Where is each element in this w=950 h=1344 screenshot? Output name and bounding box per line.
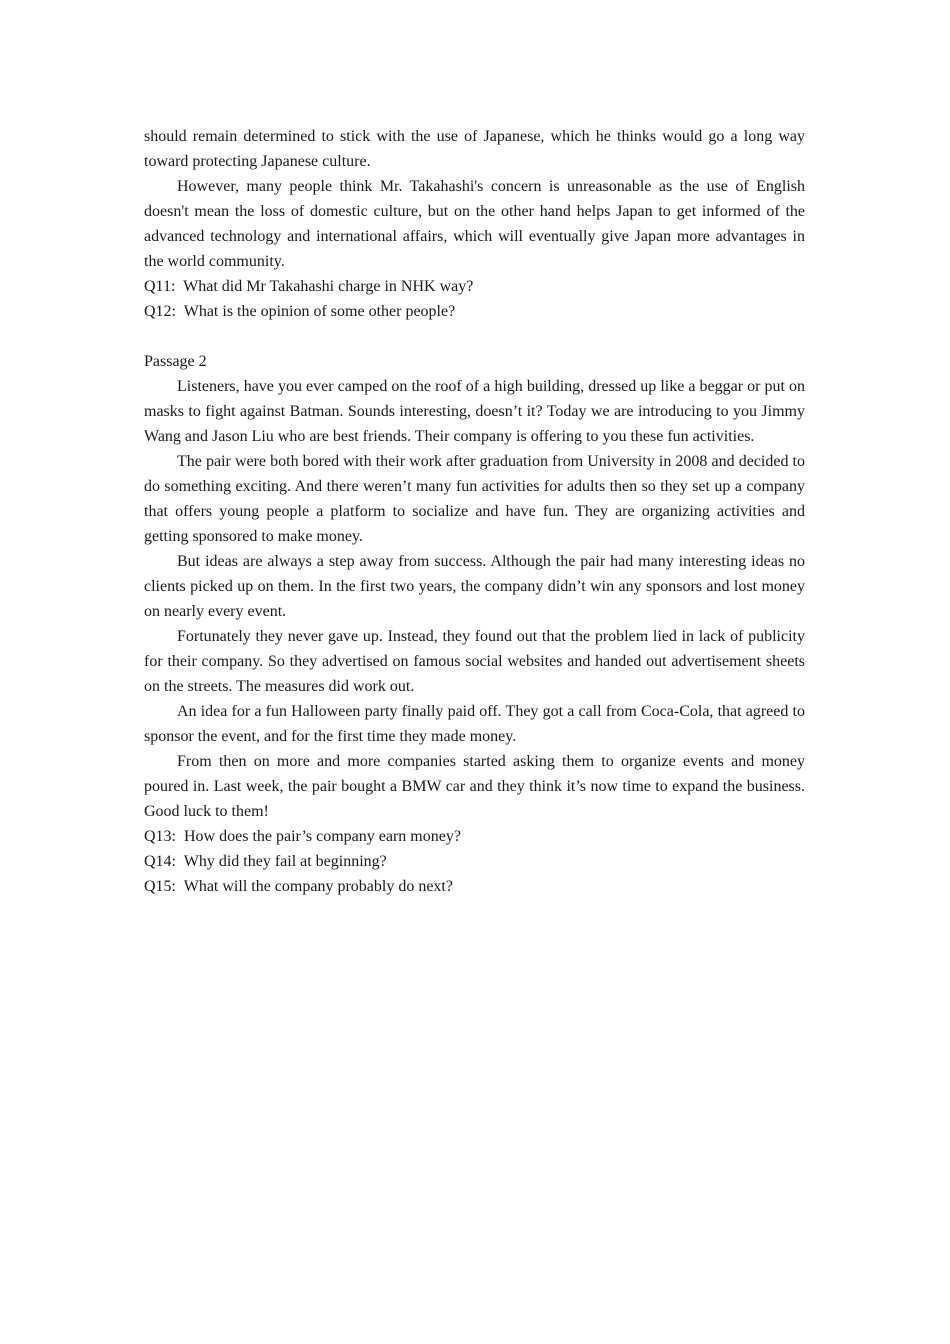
question-q14 <box>144 849 805 874</box>
blank-line <box>144 324 805 349</box>
question-number: Q11: <box>144 278 176 295</box>
question-text: What is the opinion of some other people? <box>183 303 456 320</box>
passage2-paragraph: Listeners, have you ever camped on the roof of a high building, dressed up like a beggar or put on masks to fight against Batman. Sounds interesting, doesn’t it? Today we are introducing to you Jimmy Wang and Jason Liu who are best friends. Their company is offering to you these fun activities. <box>144 378 805 445</box>
question-text: How does the pair’s company earn money? <box>184 828 461 845</box>
passage2-paragraph: From then on more and more companies started asking them to organize events and money poured in. Last week, the pair bought a BMW car and they think it’s now time to expand the business. Good luck to them! <box>144 753 805 820</box>
question-text: What will the company probably do next? <box>183 878 453 895</box>
question-q15 <box>144 874 805 899</box>
question-q12 <box>144 299 805 324</box>
question-number: Q15: <box>144 878 176 895</box>
question-text: Why did they fail at beginning? <box>183 853 387 870</box>
passage2-paragraph: The pair were both bored with their work after graduation from University in 2008 and decided to do something exciting. And there weren’t many fun activities for adults then so they set up a company that offers young people a platform to socialize and have fun. They are organizing activities and getting sponsored to make money. <box>144 453 805 545</box>
passage2-title: Passage 2 <box>144 353 207 370</box>
question-q13 <box>144 824 805 849</box>
question-number: Q13: <box>144 828 176 845</box>
passage1-continuation: should remain determined to stick with the use of Japanese, which he thinks would go a long way toward protecting Japanese culture. <box>144 128 805 170</box>
question-number: Q14: <box>144 853 176 870</box>
question-q11 <box>144 274 805 299</box>
passage2-paragraph: But ideas are always a step away from success. Although the pair had many interesting ideas no clients picked up on them. In the first two years, the company didn’t win any sponsors and lost money on nearly every event. <box>144 553 805 620</box>
passage2-paragraph: Fortunately they never gave up. Instead, they found out that the problem lied in lack of publicity for their company. So they advertised on famous social websites and handed out advertisement sheets on the streets. The measures did work out. <box>144 628 805 695</box>
question-text: What did Mr Takahashi charge in NHK way? <box>183 278 474 295</box>
document-page <box>144 124 805 899</box>
passage1-paragraph: However, many people think Mr. Takahashi's concern is unreasonable as the use of English doesn't mean the loss of domestic culture, but on the other hand helps Japan to get informed of the advanced technology and international affairs, which will eventually give Japan more advantages in the world community. <box>144 178 805 270</box>
passage2-paragraph: An idea for a fun Halloween party finally paid off. They got a call from Coca-Cola, that agreed to sponsor the event, and for the first time they made money. <box>144 703 805 745</box>
question-number: Q12: <box>144 303 176 320</box>
